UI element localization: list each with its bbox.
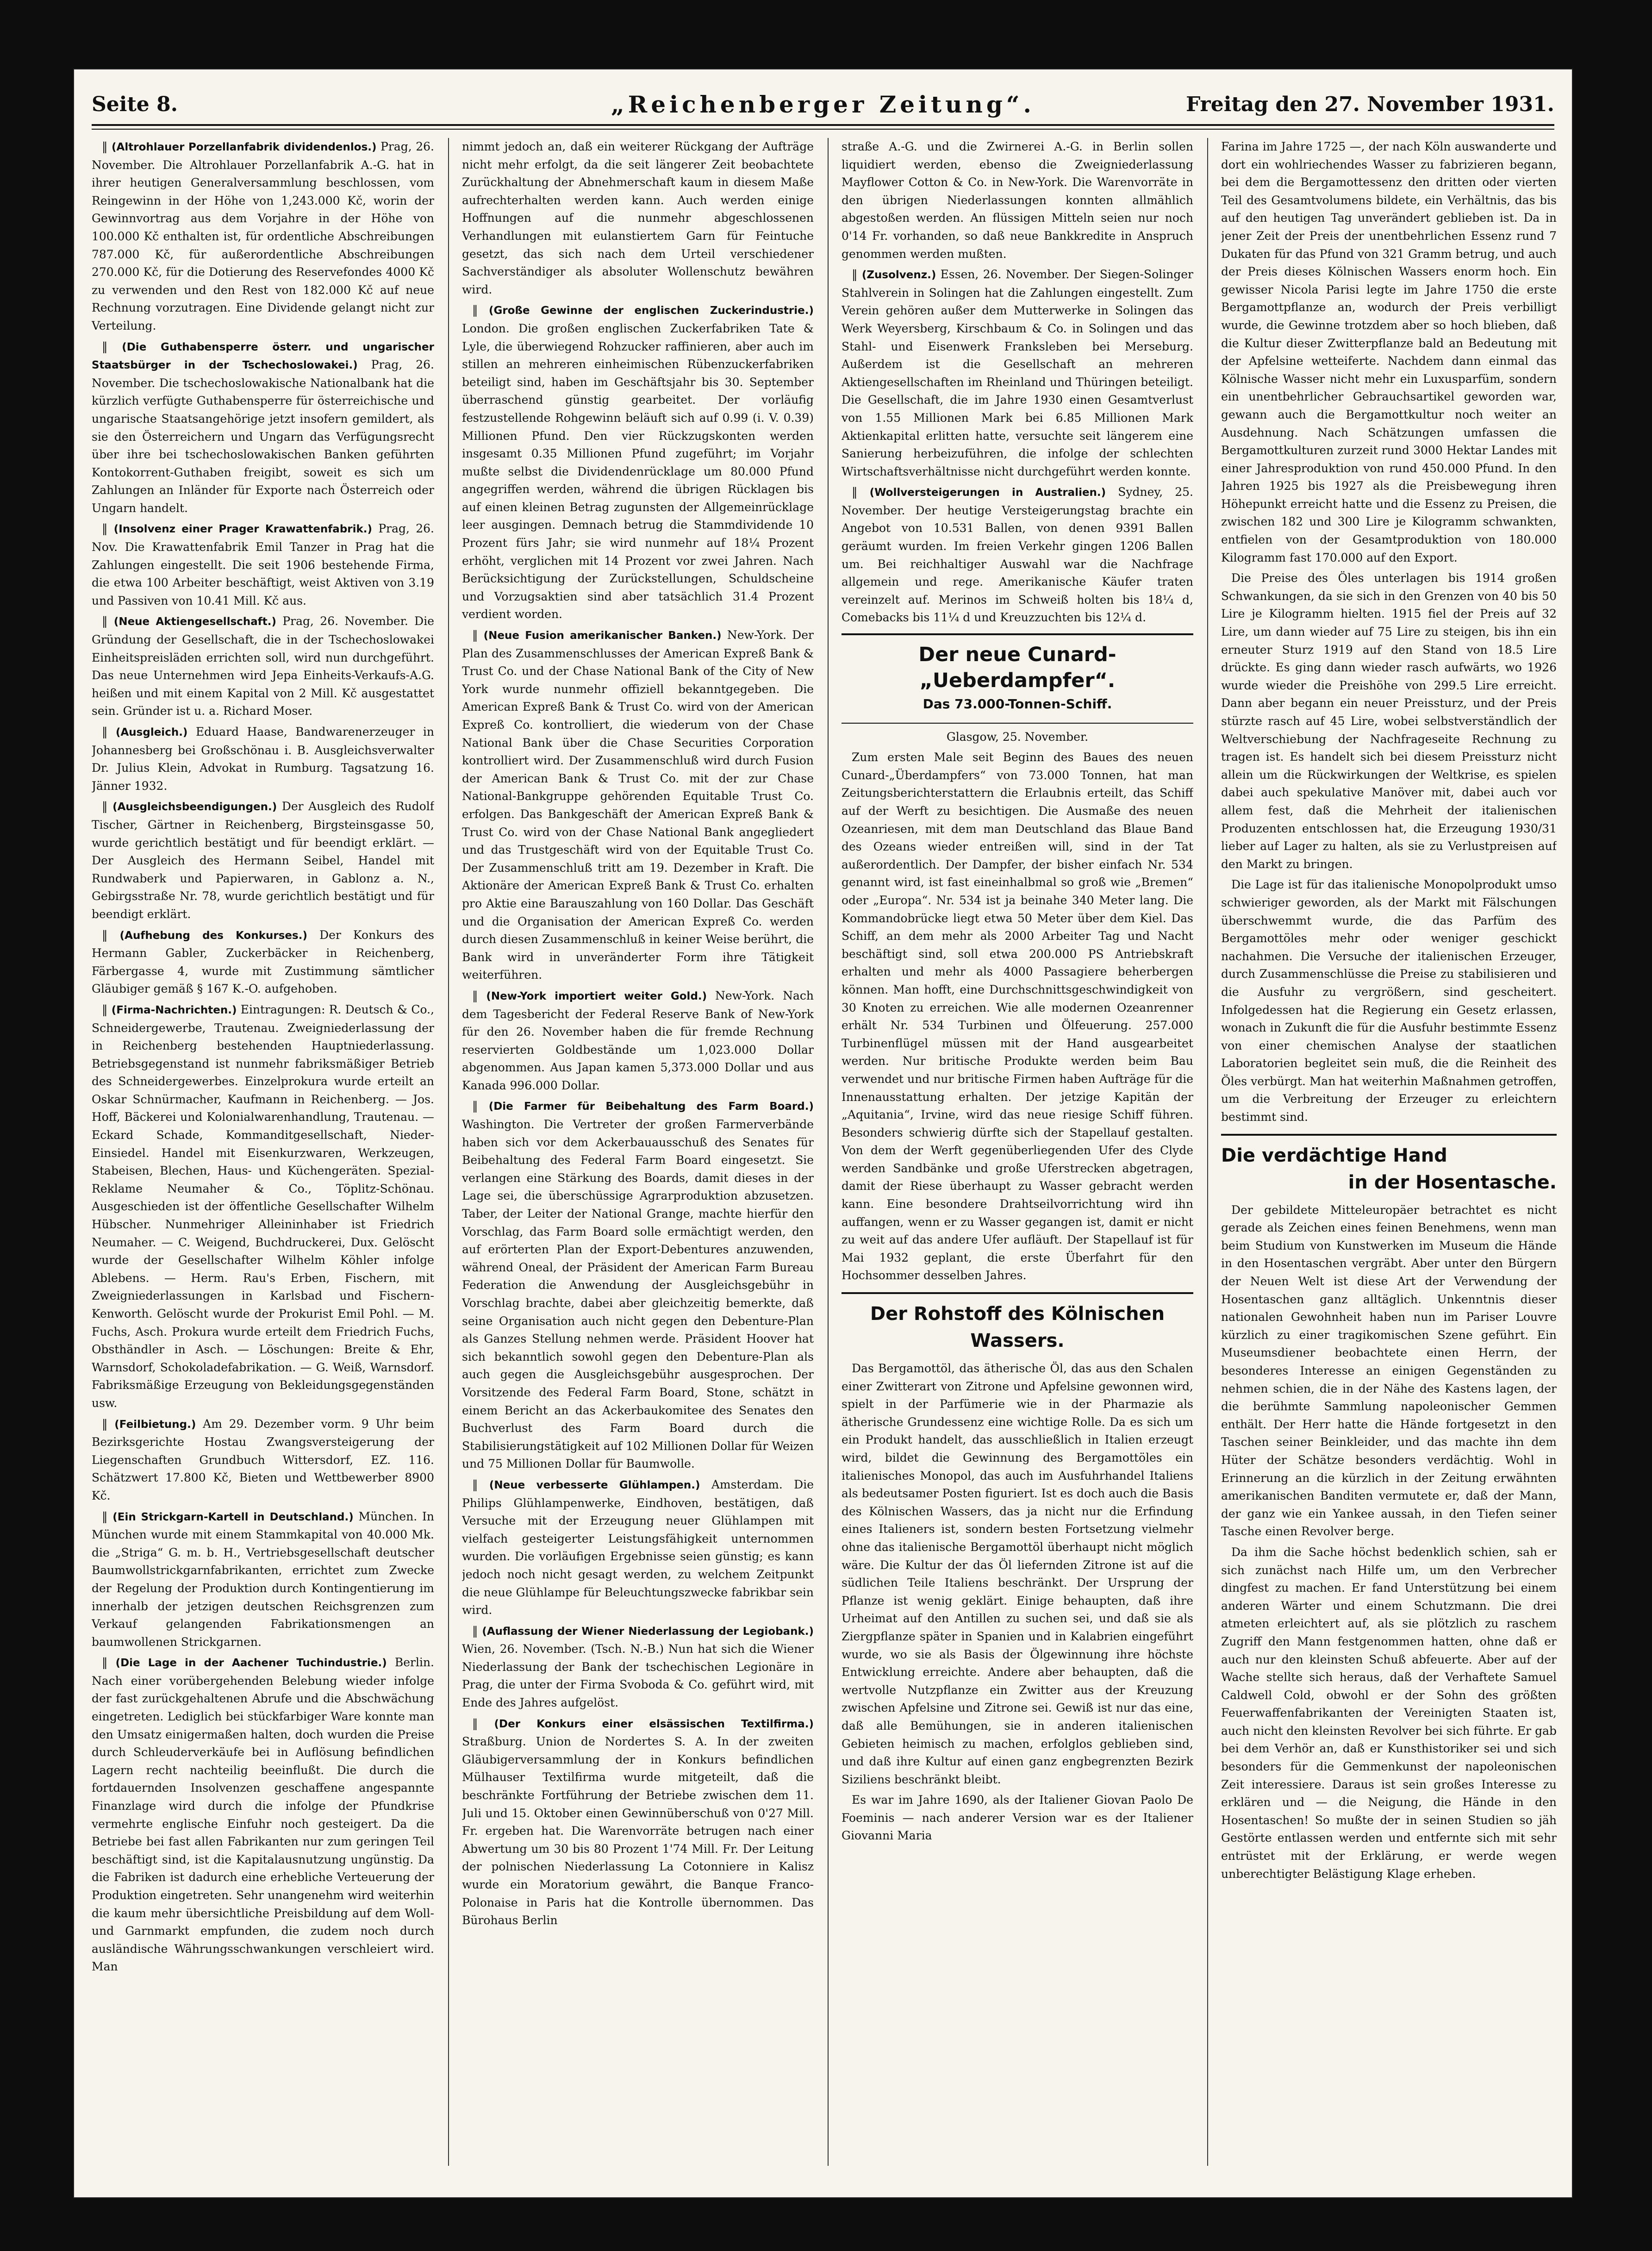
news-item: ‖ (Aufhebung des Konkurses.) Der Konkurs des Hermann Gabler, Zuckerbäcker in Reichenberg, Färbergasse 4, wurde mit Zustimmung sämtlicher Gläubiger gemäß § 167 K.-O. aufgehoben. bbox=[92, 928, 434, 996]
article-hand-body bbox=[1221, 1201, 1557, 1883]
header-rule bbox=[92, 129, 1554, 130]
article-cunard bbox=[842, 633, 1193, 724]
news-item: ‖ (Der Konkurs einer elsässischen Textilfirma.) Straßburg. Union de Nordertes S. A. In der zweiten Gläubigerversammlung der in Konkurs befindlichen Mülhauser Textilfirma wurde mitgeteilt, daß die beschränkte Fortführung der Betriebe zwischen dem 11. Juli und 15. Oktober einen Gewinnüberschuß von 0'27 Mill. Fr. ergeben hat. Die Warenvorräte betrugen nach einer Abwertung um 30 bis 80 Prozent 1'74 Mill. Fr. Der Leitung der polnischen Niederlassung La Cotonniere in Kalisz wurde ein Moratorium gewährt, die Banque Franco-Polonaise in Paris hat die Kontrolle übernommen. Das Bürohaus Berlin bbox=[462, 1716, 814, 1927]
article-cunard-body bbox=[842, 728, 1193, 1285]
news-item: ‖ (Neue verbesserte Glühlampen.) Amsterdam. Die Philips Glühlampenwerke, Eindhoven, bestätigen, daß Versuche mit der Erzeugung neuer Glühlampen mit vielfach gesteigerter Leistungsfähigkeit unternommen wurden. Die vorläufigen Ergebnisse seien günstig; es kann jedoch noch nicht gesagt werden, zu welchem Zeitpunkt die neue Glühlampe für Beleuchtungszwecke fabrikbar sein wird. bbox=[462, 1477, 814, 1617]
headline-line-2: in der Hosentasche. bbox=[1348, 1171, 1557, 1193]
article-paragraph: Das Bergamottöl, das ätherische Öl, das aus den Schalen einer Zwitterart von Zitrone und Apfelsine gewonnen wird, spielt in der Parfümerie wie in der Pharmazie als ätherische Grundessenz eine wichtige Rolle. Da es sich um ein Produkt handelt, das ausschließlich in Italien erzeugt wird, bildet die Gewinnung des Bergamottöles ein italienisches Monopol, das auch im Ausfuhrhandel Italiens als bedeutsamer Posten figuriert. Ist es doch auch die Basis des Kölnischen Wassers, das ja nicht nur die Erfindung eines Italieners ist, sondern besten Fortsetzung vielmehr ohne das italienische Bergamottöl überhaupt nicht möglich wäre. Die Kultur der das Öl liefernden Zitrone ist auf die südlichen Teile Italiens beschränkt. Der Ursprung der Pflanze ist wenig geklärt. Einige behaupten, daß ihre Urheimat auf den Antillen zu suchen sei, und daß sie als Ziergpflanze später in Spanien und in Kalabrien eingeführt wurde, wo sie als Basis der Ölgewinnung ihre höchste Entwicklung erreichte. Andere aber behaupten, daß die wertvolle Nutzpflanze ein Zwitter aus der Kreuzung zwischen Apfelsine und Zitrone sei. Gewiß ist nur das eine, daß alle Bemühungen, sie in anderen italienischen Gebieten heimisch zu machen, erfolglos geblieben sind, und daß ihre Kultur auf einen ganz engbegrenzten Bezirk Siziliens beschränkt bleibt. bbox=[842, 1362, 1193, 1786]
article-paragraph: Die Lage ist für das italienische Monopolprodukt umso schwieriger geworden, als der Markt mit Fälschungen überschwemmt wurde, die das Parfüm des Bergamottöles mehr oder weniger geschickt nachahmen. Die Versuche der italienischen Erzeuger, durch Zusammenschlüsse die Preise zu stabilisieren und die Ausfuhr zu vergrößern, sind gescheitert. Infolgedessen hat die Regierung ein Gesetz erlassen, wonach in Zukunft die für die Ausfuhr bestimmte Essenz von einer chemischen Analyse der staatlichen Laboratorien begleitet sein muß, die die Reinheit des Öles verbürgt. Man hat weiterhin Maßnahmen getroffen, um die Verbreitung der Erzeuger zu erleichtern bestimmt sind. bbox=[1221, 878, 1557, 1124]
column-1 bbox=[92, 138, 434, 2166]
column-3 bbox=[842, 138, 1193, 2166]
news-item: ‖ (New-York importiert weiter Gold.) New-York. Nach dem Tagesbericht der Federal Reserve Bank of New-York für den 26. November haben die für fremde Rechnung reservierten Goldbestände um 1,023.000 Dollar abgenommen. Aus Japan kamen 5,373.000 Dollar und aus Kanada 996.000 Dollar. bbox=[462, 988, 814, 1092]
news-item: ‖ (Ausgleich.) Eduard Haase, Bandwarenerzeuger in Johannesberg bei Großschönau i. B. Ausgleichsverwalter Dr. Julius Klein, Advokat in Rumburg. Tagsatzung 16. Jänner 1932. bbox=[92, 725, 434, 793]
news-item: ‖ (Die Guthabensperre österr. und ungarischer Staatsbürger in der Tschechoslowakei.) Prag, 26. November. Die tschechoslowakische Nationalbank hat die kürzlich verfügte Guthabensperre für österreichische und ungarische Staatsangehörige jetzt insofern gemildert, als sie den Österreichern und Ungarn das Verfügungsrecht über ihre bei tschechoslowakischen Banken geführten Kontokorrent-Guthaben freigibt, soweit es sich um Zahlungen an Inländer für Exporte nach Österreich oder Ungarn handelt. bbox=[92, 339, 434, 515]
issue-date: Freitag den 27. November 1931. bbox=[1186, 93, 1554, 116]
article-paragraph: Zum ersten Male seit Beginn des Baues des neuen Cunard-„Überdampfers“ von 73.000 Tonnen, hat man Zeitungsberichterstattern die Erlaubnis erteilt, das Schiff auf der Werft zu besichtigen. Die Ausmaße des neuen Ozeanriesen, mit dem man Deutschland das Blaue Band des Ozeans wieder entreißen will, sind in der Tat außerordentlich. Der Dampfer, der bisher einfach Nr. 534 genannt wird, ist fast eineinhalbmal so groß wie „Bremen“ oder „Europa“. Nr. 534 ist ja beinahe 340 Meter lang. Die Kommandobrücke liegt etwa 50 Meter über dem Kiel. Das Schiff, an dem mehr als 2000 Arbeiter Tag und Nacht beschäftigt sind, soll etwa 200.000 PS Antriebskraft erhalten und mehr als 4000 Passagiere beherbergen können. Man hofft, eine Durchschnittsgeschwindigkeit von 30 Knoten zu erreichen. Wie alle modernen Ozeanrenner erhält Nr. 534 Turbinen und Ölfeuerung. 257.000 Turbinenflügel müssen mit der Hand ausgearbeitet werden. Nur britische Produkte werden beim Bau verwendet und nur britische Firmen haben Aufträge für die Innenausstattung erhalten. Der jetzige Kapitän der „Aquitania“, Irvine, wird das neue riesige Schiff führen. Besonders schwierig dürfte sich der Stapellauf gestalten. Von dem der Werft gegenüberliegenden Ufer des Clyde werden Sandbänke und große Uferstrecken abgetragen, damit der Riese überhaupt zu Wasser gebracht werden kann. Eine besondere Drahtseilvorrichtung wird ihn auffangen, wenn er zu Wasser gegangen ist, damit er nicht zu weit auf das andere Ufer aufläuft. Der Stapellauf ist für Mai 1932 geplant, die erste Überfahrt für den Hochsommer desselben Jahres. bbox=[842, 750, 1193, 1282]
news-item: ‖ (Große Gewinne der englischen Zuckerindustrie.) London. Die großen englischen Zuckerfabriken Tate & Lyle, die überwiegend Rohzucker raffinieren, aber auch im stillen an mehreren einheimischen Rübenzuckerfabriken beteiligt sind, haben im Geschäftsjahr bis 30. September überraschend günstig gearbeitet. Der vorläufig festzustellende Rohgewinn beläuft sich auf 0.99 (i. V. 0.39) Millionen Pfund. Den vier Rückzugskonten werden insgesamt 0.35 Millionen Pfund zugeführt; im Vorjahr mußte selbst die Dividendenrücklage um 80.000 Pfund angegriffen werden, während die übrigen Rücklagen bis auf einen kleinen Betrag zugunsten der Allgemeinrücklage leer ausgingen. Demnach betrug die Stammdividende 10 Prozent fürs Jahr; sie wird nunmehr auf 18¼ Prozent erhöht, verglichen mit 14 Prozent vor zwei Jahren. Nach Berücksichtigung der Zurückstellungen, Schuldscheine und Vorzugsaktien sind aber tatsächlich 31.4 Prozent verdient worden. bbox=[462, 303, 814, 621]
news-item: ‖ (Neue Fusion amerikanischer Banken.) New-York. Der Plan des Zusammenschlusses der American Expreß Bank & Trust Co. und der Chase National Bank of the City of New York wurde nunmehr offiziell bekanntgegeben. Die American Expreß Bank & Trust Co. wird von der American Expreß Co. kontrolliert, die wiederum von der Chase National Bank über die Chase Securities Corporation kontrolliert wird. Der Zusammenschluß wird durch Fusion der American Bank & Trust Co. mit der zur Chase National-Bankgruppe gehörenden Equitable Trust Co. erfolgen. Das Bankgeschäft der American Expreß Bank & Trust Co. wird von der Chase National Bank angegliedert und das Trustgeschäft wird von der Equitable Trust Co. Der Zusammenschluß tritt am 19. Dezember in Kraft. Die Aktionäre der American Expreß Bank & Trust Co. erhalten pro Aktie eine Barauszahlung von 160 Dollar. Das Geschäft und die Organisation der American Expreß Co. werden durch diesen Zusammenschluß in keiner Weise berührt, die Bank wird in unveränderter Form ihre Tätigkeit weiterführen. bbox=[462, 628, 814, 982]
article-paragraph: Da ihm die Sache höchst bedenklich schien, sah er sich zunächst nach Hilfe um, um den Verbrecher dingfest zu machen. Er fand Unterstützung bei einem anderen Wärter und einem Schutzmann. Die drei atmeten erleichtert auf, als sie plötzlich zu raschem Zugriff den Mann festgenommen hatten, ohne daß er auch nur den kleinsten Schuß abfeuerte. Aber auf der Wache stellte sich heraus, daß der Verhaftete Samuel Caldwell Cold, obwohl er der Sohn des größten Feuerwaffenfabrikanten der Vereinigten Staaten ist, auch nicht den kleinsten Revolver bei sich führte. Er gab bei dem Verhör an, daß er Kunsthistoriker sei und sich besonders für die Gemmenkunst der napoleonischen Zeit interessiere. Daraus ist sein großes Interesse zu erklären und — die Neigung, die Hände in den Hosentaschen! So mußte der in seinen Studien so jäh Gestörte entlassen werden und entfernte sich mit sehr entrüstet mit der Erklärung, er werde wegen unberechtigter Belästigung Klage erheben. bbox=[1221, 1545, 1557, 1881]
news-item: straße A.-G. und die Zwirnerei A.-G. in Berlin sollen liquidiert werden, ebenso die Zweigniederlassung Mayflower Cotton & Co. in New-York. Die Warenvorräte in den übrigen Niederlassungen konnten allmählich abgestoßen werden. An flüssigen Mitteln seien nur noch 0'14 Fr. vorhanden, so daß neue Bankkredite in Anspruch genommen werden mußten. bbox=[842, 140, 1193, 261]
column-divider bbox=[828, 138, 829, 2166]
news-item: ‖ (Ein Strickgarn-Kartell in Deutschland.) München. In München wurde mit einem Stammkapital von 40.000 Mk. die „Striga“ G. m. b. H., Vertriebsgesellschaft deutscher Baumwollstrickgarnfabrikanten, errichtet zum Zwecke der Regelung der Produktion durch Kontingentierung im innerhalb der jetzigen deutschen Reichsgrenzen zum Verkauf gelangenden Fabrikationsmengen an baumwollenen Strickgarnen. bbox=[92, 1509, 434, 1649]
news-item: ‖ (Die Farmer für Beibehaltung des Farm Board.) Washington. Die Vertreter der großen Farmerverbände haben sich vor dem Ackerbauausschuß des Senates für Beibehaltung des Federal Farm Board eingesetzt. Sie verlangen eine Stärkung des Boards, damit dieses in der Lage sei, die überschüssige Agrarproduktion abzusetzen. Taber, der Leiter der National Grange, machte hierfür den Vorschlag, das Farm Board solle ermächtigt werden, den auf erörterten Plan der Export-Debentures anzuwenden, während Oneal, der Präsident der American Farm Bureau Federation die Anwendung der Ausgleichsgebühr in Vorschlag brachte, dabei aber gleichzeitig bemerkte, daß seine Organisation auch nicht gegen den Debenture-Plan als Ganzes Stellung nehmen werde. Präsident Hoover hat sich bekanntlich sowohl gegen den Debenture-Plan als auch gegen die Ausgleichsgebühr ausgesprochen. Der Vorsitzende des Federal Farm Board, Stone, schätzt in einem Bericht an das Ackerbaukomitee des Senates den Buchverlust des Farm Board durch die Stabilisierungstätigkeit auf 102 Millionen Dollar für Weizen und 75 Millionen Dollar für Baumwolle. bbox=[462, 1099, 814, 1471]
article-paragraph: Farina im Jahre 1725 —, der nach Köln auswanderte und dort ein wohlriechendes Wasser zu fabrizieren begann, bei dem die Bergamottessenz den dritten oder vierten Teil des Gesamtvolumens bildete, ein Verhältnis, das bis auf den heutigen Tag unverändert geblieben ist. Da in jener Zeit der Preis der unentbehrlichen Essenz rund 7 Dukaten für das Pfund von 321 Gramm betrug, und auch der Preis dieses Kölnischen Wassers enorm hoch. Ein gewisser Nicola Parisi legte im Jahre 1750 die erste Bergamottpflanze an, wodurch der Preis verbilligt wurde, die Gewinne trotzdem aber so hoch blieben, daß die Kultur dieser Zwitterpflanze bald an Bedeutung mit der Apfelsine wetteiferte. Nachdem dann einmal das Kölnische Wasser nicht mehr ein Luxusparfüm, sondern ein unentbehrlicher Gebrauchsartikel geworden war, gewann auch die Bergamottkultur noch weiter an Ausdehnung. Nach Schätzungen umfassen die Bergamottkulturen zurzeit rund 3000 Hektar Landes mit einer Jahresproduktion von rund 450.000 Pfund. In den Jahren 1925 bis 1927 als die Preisbewegung ihren Höhepunkt erreicht hatte und die Essenz zu Preisen, die zwischen 182 und 300 Lire je Kilogramm schwankten, entfielen von der Gesamtproduktion von 180.000 Kilogramm fast 170.000 auf den Export. bbox=[1221, 140, 1557, 564]
news-item: ‖ (Wollversteigerungen in Australien.) Sydney, 25. November. Der heutige Versteigerungstag brachte ein Angebot von 10.531 Ballen, von denen 9391 Ballen geräumt wurden. Im freien Verkehr gingen 1206 Ballen um. Bei reichhaltiger Auswahl war die Nachfrage allgemein und rege. Amerikanische Käufer traten vereinzelt auf. Merinos im Schweiß holten bis 18¼ d, Comebacks bis 11¼ d und Kreuzzuchten bis 12¼ d. bbox=[842, 485, 1193, 625]
news-item: ‖ (Firma-Nachrichten.) Eintragungen: R. Deutsch & Co., Schneidergewerbe, Trautenau. Zweigniederlassung der in Reichenberg bestehenden Hauptniederlassung. Betriebsgegenstand ist nunmehr fabriksmäßiger Betrieb des Schneidergewerbes. Einzelprokura wurde erteilt an Oskar Schnürmacher, Kaufmann in Reichenberg. — Jos. Hoff, Bäckerei und Kolonialwarenhandlung, Trautenau. — Eckard Schade, Kommanditgesellschaft, Nieder-Einsiedel. Handel mit Eisenkurzwaren, Werkzeugen, Stabeisen, Blechen, Haus- und Küchengeräten. Spezial-Reklame Neumaher & Co., Töplitz-Schönau. Ausgeschieden ist der öffentliche Gesellschafter Wilhelm Hübscher. Nunmehriger Alleininhaber ist Friedrich Neumaher. — C. Weigend, Buchdruckerei, Dux. Gelöscht wurde der Gesellschafter Wilhelm Köhler infolge Ablebens. — Herm. Rau's Erben, Fischern, mit Zweigniederlassungen in Karlsbad und Fischern-Kenworth. Gelöscht wurde der Prokurist Emil Pohl. — M. Fuchs, Asch. Prokura wurde erteilt dem Friedrich Fuchs, Obsthändler in Asch. — Löschungen: Breite & Ehr, Warnsdorf, Schokoladefabrikation. — G. Weiß, Warnsdorf. Fabriksmäßige Erzeugung von Bekleidungsgegenständen usw. bbox=[92, 1002, 434, 1410]
news-item: ‖ (Zusolvenz.) Essen, 26. November. Der Siegen-Solinger Stahlverein in Solingen hat die Zahlungen eingestellt. Zum Verein gehören außer dem Mutterwerke in Solingen das Werk Weyersberg, Kirschbaum & Co. in Solingen und das Stahl- und Eisenwerk Franksleben bei Merseburg. Außerdem ist die Gesellschaft an mehreren Aktiengesellschaften im Rheinland und Thüringen beteiligt. Die Gesellschaft, die im Jahre 1930 einen Gesamtverlust von 1.55 Millionen Mark bei 6.85 Millionen Mark Aktienkapital erlitten hatte, versuchte seit längerem eine Sanierung herbeizuführen, die infolge der schlechten Wirtschaftsverhältnisse nicht durchgeführt werden konnte. bbox=[842, 268, 1193, 478]
newspaper-page bbox=[73, 69, 1573, 2198]
news-item: nimmt jedoch an, daß ein weiterer Rückgang der Aufträge nicht mehr erfolgt, da die seit längerer Zeit beobachtete Zurückhaltung der Abnehmerschaft kaum in diesem Maße aufrechterhalten werden kann. Auch werden einige Hoffnungen auf die nunmehr abgeschlossenen Verhandlungen mit eulanstiertem Garn für Feintuche gesetzt, das sich nach dem Urteil verschiedener Sachverständiger als absoluter Wollenschutz bewähren wird. bbox=[462, 140, 814, 296]
column-4 bbox=[1221, 138, 1557, 2166]
article-paragraph: Der gebildete Mitteleuropäer betrachtet es nicht gerade als Zeichen eines feinen Benehmens, wenn man beim Studium von Kunstwerken im Museum die Hände in den Hosentaschen vergräbt. Aber unter den Bürgern der Neuen Welt ist diese Art der Verwendung der Hosentaschen ganz alltäglich. Unkenntnis dieser nationalen Gewohnheit haben nun im Pariser Louvre kürzlich zu einer tragikomischen Szene geführt. Ein Museumsdiener beobachtete einen Herrn, der besonderes Interesse an einigen Gegenständen zu nehmen schien, die in der Nähe des Kastens lagen, der die berühmte Sammlung napoleonischer Gemmen enthält. Der Herr hatte die Hände fortgesetzt in den Taschen seiner Beinkleider, und das machte ihn dem Hüter der Schätze besonders verdächtig. Wohl in Erinnerung an die kürzlich in der Zeitung erwähnten amerikanischen Banditen vermutete er, daß der Mann, der ganz wie ein Yankee aussah, in den Tiefen seiner Tasche einen Revolver berge. bbox=[1221, 1203, 1557, 1538]
news-item: ‖ (Auflassung der Wiener Niederlassung der Legiobank.) Wien, 26. November. (Tsch. N.-B.) Nun hat sich die Wiener Niederlassung der Bank der tschechischen Legionäre in Prag, die unter der Firma Svoboda & Co. geführt wird, mit Ende des Jahres aufgelöst. bbox=[462, 1624, 814, 1710]
newspaper-title: „Reichenberger Zeitung“. bbox=[611, 91, 1035, 118]
article-dateline: Glasgow, 25. November. bbox=[946, 730, 1089, 744]
page-number: Seite 8. bbox=[92, 93, 178, 116]
article-headline: Der Rohstoff des Kölnischen Wassers. bbox=[842, 1292, 1193, 1354]
article-headline bbox=[1221, 1134, 1557, 1196]
article-bergamot-body bbox=[842, 1360, 1193, 1845]
article-paragraph: Die Preise des Öles unterlagen bis 1914 großen Schwankungen, da sie sich in den Grenzen von 40 bis 50 Lire je Kilogramm hielten. 1915 fiel der Preis auf 32 Lire, um dann wieder auf 75 Lire zu steigen, bis ihn ein erneuter Sturz 1919 auf den Stand von 18.5 Lire drückte. Es ging dann wieder rasch aufwärts, wo 1926 wurde wieder die Preishöhe von 299.5 Lire erreicht. Dann aber begann ein neuer Preissturz, und der Preis stürzte rasch auf 45 Lire, wobei selbstverständlich der Weltverschiebung der Nachfrageseite Rechnung zu tragen ist. Es handelt sich bei diesem Preissturz nicht allein um die Rückwirkungen der Weltkrise, es spielen dabei auch spekulative Manöver mit, dabei auch vor allem fest, daß die Mehrheit der italienischen Produzenten entschlossen hat, die Erzeugung 1930/31 lieber auf Lager zu halten, als sie zu Verlustpreisen auf den Markt zu bringen. bbox=[1221, 571, 1557, 871]
news-item: ‖ (Ausgleichsbeendigungen.) Der Ausgleich des Rudolf Tischer, Gärtner in Reichenberg, Birgsteinsgasse 50, wurde gerichtlich bestätigt und für beendigt erklärt. — Der Ausgleich des Hermann Seibel, Handel mit Rundwaberk und Papierwaren, in Gablonz a. N., Gebirgsstraße Nr. 78, wurde gerichtlich bestätigt und für beendigt erklärt. bbox=[92, 800, 434, 921]
column-divider bbox=[448, 138, 449, 2166]
page-header bbox=[92, 82, 1554, 126]
article-paragraph: Es war im Jahre 1690, als der Italiener Giovan Paolo De Foeminis — nach anderer Version war es der Italiener Giovanni Maria bbox=[842, 1793, 1193, 1843]
news-item: ‖ (Feilbietung.) Am 29. Dezember vorm. 9 Uhr beim Bezirksgerichte Hostau Zwangsversteigerung der Liegenschaften Grundbuch Wittersdorf, EZ. 116. Schätzwert 17.800 Kč, Bieten und Wettbewerber 8900 Kč. bbox=[92, 1417, 434, 1502]
headline-line-1: Die verdächtige Hand bbox=[1221, 1144, 1447, 1166]
article-subheadline: Das 73.000-Tonnen-Schiff. bbox=[923, 696, 1112, 712]
news-item: ‖ (Neue Aktiengesellschaft.) Prag, 26. November. Die Gründung der Gesellschaft, die in der Tschechoslowakei Einheitspreisläden errichten soll, wird nun durchgeführt. Das neue Unternehmen wird Jepa Einheits-Verkaufs-A.G. heißen und mit einem Kapital von 2 Mill. Kč ausgestattet sein. Gründer ist u. a. Richard Moser. bbox=[92, 614, 434, 718]
news-item: ‖ (Altrohlauer Porzellanfabrik dividendenlos.) Prag, 26. November. Die Altrohlauer Porzellanfabrik A.-G. hat in ihrer heutigen Generalversammlung beschlossen, vom Reingewinn in der Höhe von 1,243.000 Kč, worin der Gewinnvortrag aus dem Vorjahre in der Höhe von 100.000 Kč enthalten ist, für ordentliche Abschreibungen 787.000 Kč, für außerordentliche Abschreibungen 270.000 Kč, für die Dotierung des Reservefondes 4000 Kč zu verwenden und den Rest von 182.000 Kč auf neue Rechnung vorzutragen. Eine Dividende gelangt nicht zur Verteilung. bbox=[92, 140, 434, 332]
column-2 bbox=[462, 138, 814, 2166]
news-item: ‖ (Die Lage in der Aachener Tuchindustrie.) Berlin. Nach einer vorübergehenden Belebung wieder infolge der fast zurückgehaltenen Abrufe und die Abschwächung eingetreten. Lediglich bei stückfarbiger Ware konnte man den Umsatz einigermaßen halten, doch wurden die Preise durch Schleuderverkäufe bei in Auflösung befindlichen Lagern recht nachteilig beeinflußt. Die durch die fortdauernden Insolvenzen geschaffene angespannte Finanzlage wird durch die infolge der Pfundkrise vermehrte englische Einfuhr noch gesteigert. Da die Betriebe bei fast allen Fabrikanten nur zum geringen Teil beschäftigt sind, ist die Kapitalausnutzung ungünstig. Da die Fabriken ist dadurch eine erhebliche Verteuerung der Produktion eingetreten. Sehr unangenehm wird weiterhin die kaum mehr übersichtliche Preisbildung auf dem Woll- und Garnmarkt empfunden, die zudem noch durch ausländische Währungsschwankungen verschleiert wird. Man bbox=[92, 1656, 434, 1974]
article-headline: Der neue Cunard-„Ueberdampfer“. bbox=[918, 643, 1116, 693]
news-item: ‖ (Insolvenz einer Prager Krawattenfabrik.) Prag, 26. Nov. Die Krawattenfabrik Emil Tanzer in Prag hat die Zahlungen eingestellt. Die seit 1906 bestehende Firma, die etwa 100 Arbeiter beschäftigt, weist Aktiven von 3.19 und Passiven von 10.41 Mill. Kč aus. bbox=[92, 522, 434, 607]
column-divider bbox=[1207, 138, 1208, 2166]
